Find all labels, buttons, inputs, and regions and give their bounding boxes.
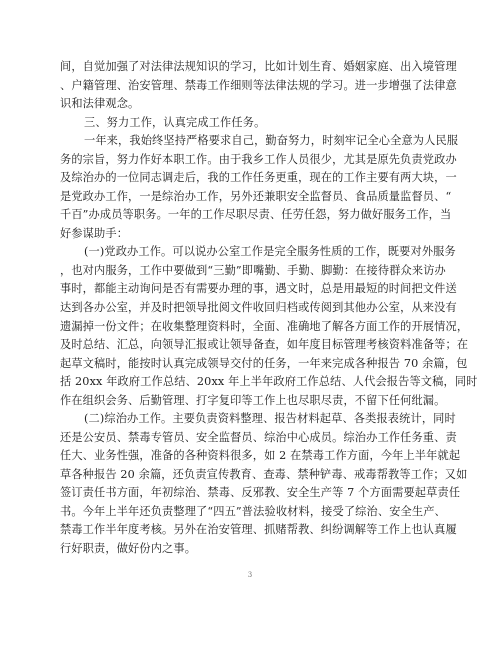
body-text-line: 书。今年上半年还负责整理了“四五”普法验收材料，接受了综治、安全生产、 bbox=[60, 505, 446, 518]
body-text-line: ，也对内服务，工作中要做到“三勤”即嘴勤、手勤、脚勤：在接待群众来访办 bbox=[60, 264, 446, 277]
body-text-line: 作在组织会务、后勤管理、打字复印等工作上也尽职尽责，不留下任何纰漏。 bbox=[60, 394, 446, 407]
body-text-line: 千百”办成员等职务。一年的工作尽职尽责、任劳任怨，努力做好服务工作，当 bbox=[60, 208, 452, 221]
body-text-line: 及综治办的一位同志调走后，我的工作任务更重，现在的工作主要有两大块，一 bbox=[60, 171, 457, 184]
body-text-line: 间，自觉加强了对法律法规知识的学习，比如计划生育、婚姻家庭、出入境管理 bbox=[60, 60, 457, 73]
subsection-heading-line: (二)综治办工作。主要负责资料整理、报告材料起草、各类报表统计，同时 bbox=[84, 412, 456, 425]
body-text-line: 还是公安员、禁毒专管员、安全监督员、综治中心成员。综治办工作任务重、责 bbox=[60, 431, 457, 444]
body-text-line: 达到各办公室，并及时把领导批阅文件收回归档或传阅到其他办公室，从来没有 bbox=[60, 301, 457, 314]
body-text-line: 一年来，我始终坚持严格要求自己，勤奋努力，时刻牢记全心全意为人民服 bbox=[84, 134, 459, 147]
body-text-line: 及时总结、汇总，向领导汇报或让领导备查，如年度目标管理考核资料准备等；在 bbox=[60, 338, 469, 351]
subsection-heading-line: (一)党政办工作。可以说办公室工作是完全服务性质的工作，既要对外服务 bbox=[84, 245, 456, 258]
body-text-line: 任大、业务性强，准备的各种资料很多，如 2 在禁毒工作方面，今年上半年就起 bbox=[60, 449, 461, 462]
section-heading: 三、努力工作，认真完成工作任务。 bbox=[84, 116, 266, 129]
body-text-line: 禁毒工作半年度考核。另外在治安管理、抓赌帮教、纠纷调解等工作上也认真履 bbox=[60, 523, 457, 536]
body-text-line: 务的宗旨，努力作好本职工作。由于我乡工作人员很少，尤其是原先负责党政办 bbox=[60, 153, 457, 166]
body-text-line: 遗漏掉一份文件；在收集整理资料时，全面、准确地了解各方面工作的开展情况， bbox=[60, 320, 469, 333]
body-text-line: 签订责任书方面，年初综治、禁毒、反邪教、安全生产等 7 个方面需要起草责任 bbox=[60, 486, 461, 499]
page-number: 3 bbox=[247, 571, 253, 579]
body-text-line: 是党政办工作，一是综治办工作，另外还兼职安全监督员、食品质量监督员、“ bbox=[60, 190, 452, 203]
body-text-line: 识和法律观念。 bbox=[60, 97, 140, 110]
body-text-line: 行好职责，做好份内之事。 bbox=[60, 542, 197, 555]
body-text-line: 事时，都能主动询问是否有需要办理的事，遇文时，总是用最短的时间把文件送 bbox=[60, 282, 457, 295]
body-text-line: 、户籍管理、治安管理、禁毒工作细则等法律法规的学习。进一步增强了法律意 bbox=[60, 79, 457, 92]
body-text-line: 好参谋助手： bbox=[60, 227, 129, 240]
body-text-line: 括 20xx 年政府工作总结、20xx 年上半年政府工作总结、人代会报告等文稿，同时 bbox=[60, 375, 478, 388]
body-text-line: 草各种报告 20 余篇，还负责宣传教育、查毒、禁种铲毒、戒毒帮教等工作；又如 bbox=[60, 468, 468, 481]
body-text-line: 起草文稿时，能按时认真完成领导交付的任务，一年来完成各种报告 70 余篇，包 bbox=[60, 357, 468, 370]
